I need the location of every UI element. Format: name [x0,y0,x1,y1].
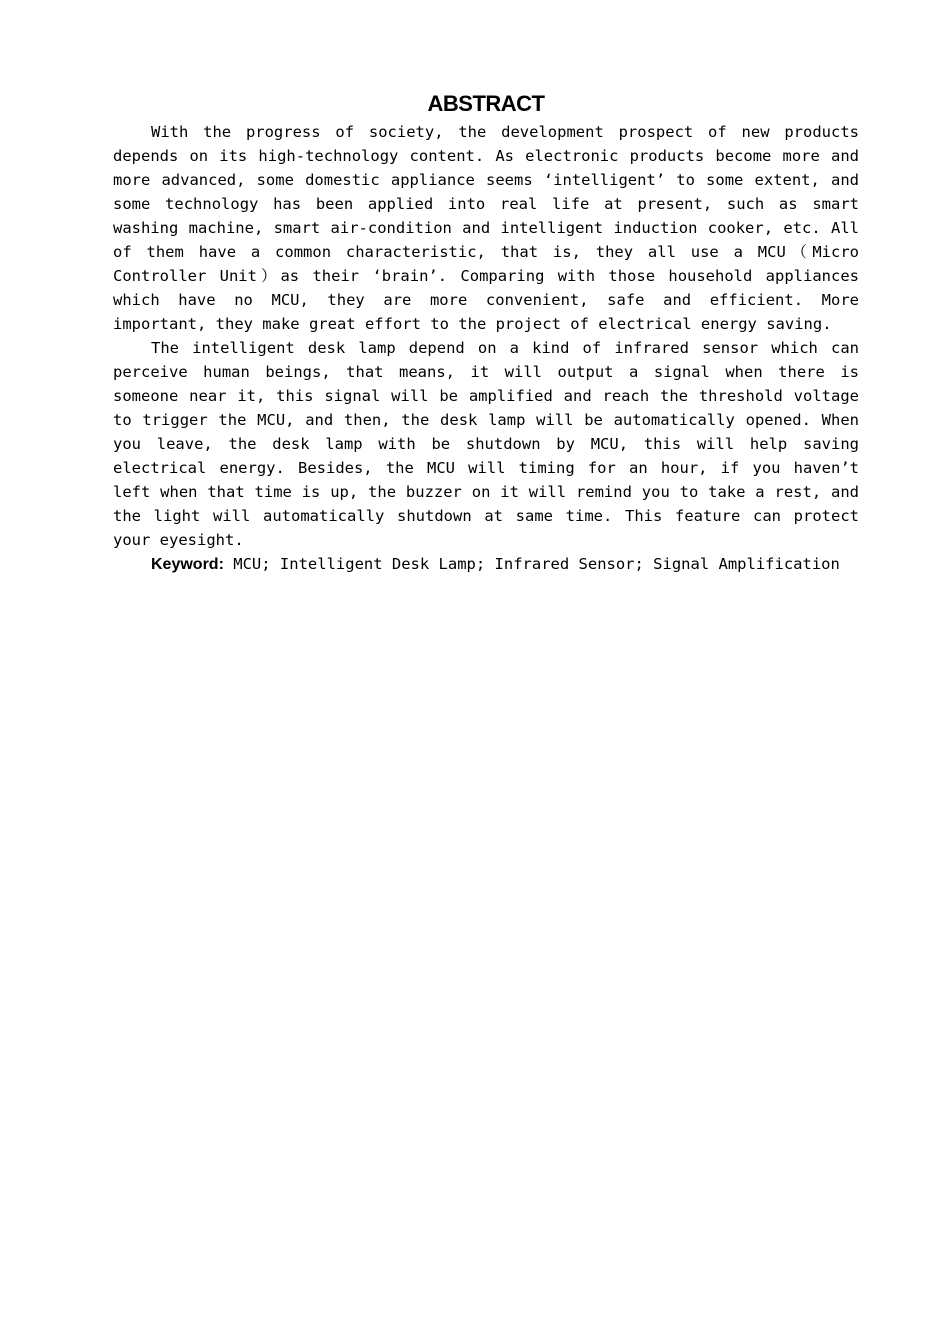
abstract-title: ABSTRACT [427,91,545,116]
abstract-paragraph-2: The intelligent desk lamp depend on a kind of infrared sensor which can perceive human beings, that means, it will output a signal when there is someone near it, this signal will be amplified and reach the threshold voltage to trigger the MCU, and then, the desk lamp will be automatically opened. When you leave, the desk lamp with be shutdown by MCU, this will help saving electrical energy. Besides, the MCU will timing for an hour, if you haven’t left when that time is up, the buzzer on it will remind you to take a rest, and the light will automatically shutdown at same time. This feature can protect your eyesight. [113,339,859,549]
keywords-label: Keyword: [151,556,224,573]
keywords-list: MCU; Intelligent Desk Lamp; Infrared Sensor; Signal Amplification [233,555,840,573]
abstract-body [113,120,859,577]
keywords-line [113,552,859,577]
abstract-paragraph-1: With the progress of society, the development prospect of new products depends on its high-technology content. As electronic products become more and more advanced, some domestic appliance seems ‘intelligent’ to some extent, and some technology has been applied into real life at present, such as smart washing machine, smart air-condition and intelligent induction cooker, etc. All of them have a common characteristic, that is, they all use a MCU（Micro Controller Unit）as their ‘brain’. Comparing with those household appliances which have no MCU, they are more convenient, safe and efficient. More important, they make great effort to the project of electrical energy saving. [113,123,859,333]
